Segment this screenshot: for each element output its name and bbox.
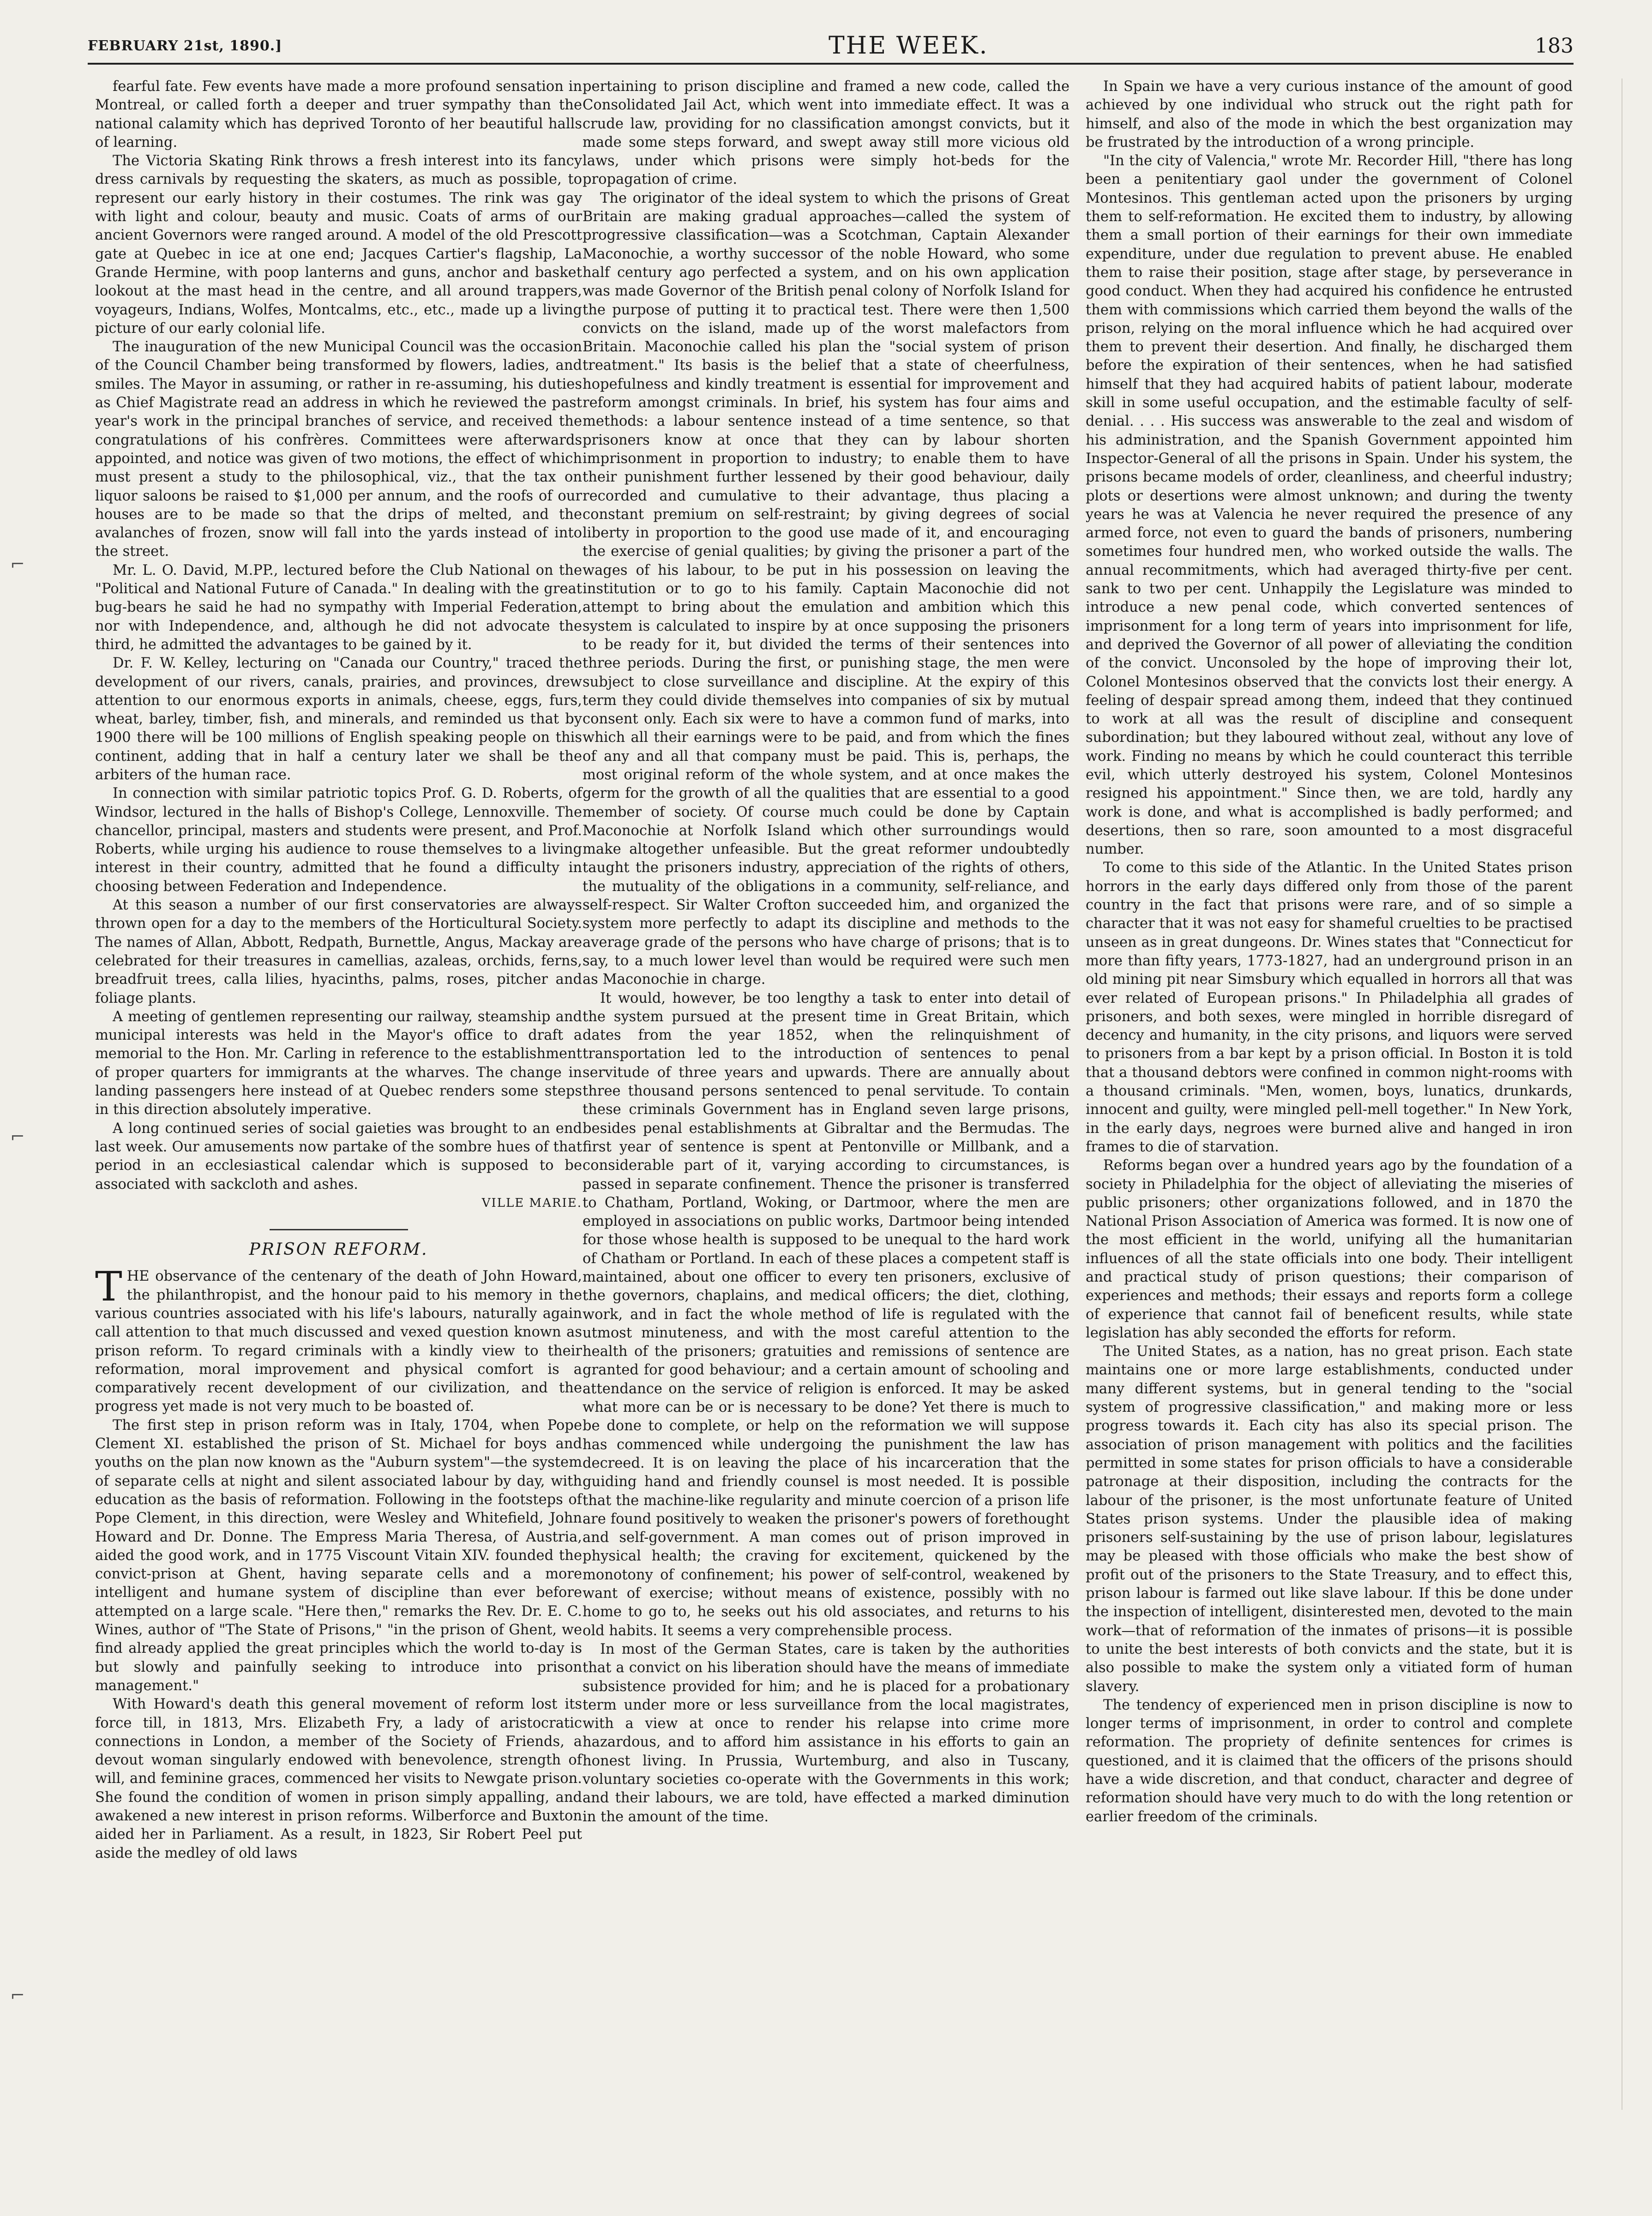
- drop-cap: T: [95, 1263, 122, 1311]
- page-number: 183: [1535, 34, 1574, 58]
- paragraph: Dr. F. W. Kelley, lecturing on "Canada our Country," traced the development of our rivers, canals, prairies, and provinces, drew attention to our enormous exports in animals, cheese, eggs, furs, wheat, barley, timber, fish, and minerals, and reminded us that by 1900 there will be 100 millions of English speaking people on this continent, adding that in half a century later we shall be the arbiters of the human race.: [95, 655, 582, 783]
- section-divider: [270, 1229, 408, 1230]
- paragraph: It would, however, be too lengthy a task to enter into detail of the system pursued at the present time in Great Britain, which dates from the year 1852, when the relinquishment of transportation led to the introduction of sentences to penal servitude of three years and upwards. There are annually about three thousand persons sentenced to penal servitude. To contain these criminals Government has in England seven large prisons, besides penal establishments at Gibraltar and the Bermudas. The first year of sentence is spent at Pentonville or Millbank, and a considerable part of it, varying according to circumstances, is passed in separate confinement. Thence the prisoner is transferred to Chatham, Portland, Woking, or Dartmoor, where the men are employed in associations on public works, Dartmoor being intended for those whose health is supposed to be unequal to the hard work of Chatham or Portland. In each of these places a competent staff is maintained, about one officer to every ten prisoners, exclusive of the governors, chaplains, and medical officers; the diet, clothing, work, and in fact the whole method of life is regulated with the utmost minuteness, and with the most careful attention to the health of the prisoners; gratuities and remissions of sentence are granted for good behaviour; and a certain amount of schooling and attendance on the service of religion is enforced. It may be asked what more can be or is necessary to be done? Yet there is much to be done to complete, or help on the reformation we will suppose has commenced while undergoing the punishment the law has decreed. It is on leaving the place of his incarceration that the guiding hand and friendly counsel is most needed. It is possible that the machine-like regularity and minute coercion of a prison life are found positively to weaken the prisoner's powers of forethought and self-government. A man comes out of prison improved in physical health; the craving for excitement, quickened by the monotony of confinement; his power of self-control, weakened by want of exercise; without means of existence, possibly with no home to go to, he seeks out his old associates, and returns to his old habits. It seems a very comprehensible process.: [583, 990, 1069, 1639]
- page-header: [88, 29, 1574, 65]
- page-edge: [1622, 78, 1643, 2110]
- paragraph: In Spain we have a very curious instance of the amount of good achieved by one individual who struck out the right path for himself, and also of the mode in which the best organization may be frustrated by the introduction of a wrong principle.: [1086, 78, 1573, 151]
- paragraph: pertaining to prison discipline and framed a new code, called the Consolidated Jail Act, which went into immediate effect. It was a crude law, providing for no classification amongst convicts, but it made some steps forward, and swept away still more vicious old laws, under which prisons were simply hot-beds for the propagation of crime.: [583, 78, 1069, 188]
- paragraph: Reforms began over a hundred years ago by the foundation of a society in Philadelphia for the object of alleviating the miseries of public prisoners; other organizations followed, and in 1870 the National Prison Association of America was formed. It is now one of the most efficient in the world, unifying all the humanitarian influences of all the state officials into one body. Their intelligent and practical study of prison questions; their comparison of experiences and methods; their essays and reports form a college of experience that cannot fail of beneficent results, while state legislation has ably seconded the efforts for reform.: [1086, 1157, 1573, 1341]
- margin-mark: ⌐: [10, 1126, 25, 1147]
- paragraph: Mr. L. O. David, M.PP., lectured before the Club National on the "Political and National Future of Canada." In dealing with the great bug-bears he said he had no sympathy with Imperial Federation, nor with Independence, and, although he did not advocate the third, he admitted the advantages to be gained by it.: [95, 562, 582, 653]
- paragraph: With Howard's death this general movement of reform lost its force till, in 1813, Mrs. Elizabeth Fry, a lady of aristocratic connections in London, a member of the Society of Friends, a devout woman singularly endowed with benevolence, strength of will, and feminine graces, commenced her visits to Newgate prison. She found the condition of women in prison simply appalling, and awakened a new interest in prison reforms. Wilberforce and Buxton aided her in Parliament. As a result, in 1823, Sir Robert Peel put aside the medley of old laws: [95, 1696, 582, 1861]
- signature: VILLE MARIE.: [481, 1196, 582, 1210]
- paragraph: At this season a number of our first conservatories are always thrown open for a day to the members of the Horticultural Society. The names of Allan, Abbott, Redpath, Burnettle, Angus, Mackay are celebrated for their treasures in camellias, azaleas, orchids, ferns, breadfruit trees, calla lilies, hyacinths, palms, roses, pitcher and foliage plants.: [95, 897, 582, 1006]
- margin-mark: ⌐: [10, 554, 25, 574]
- paragraph: The inauguration of the new Municipal Council was the occasion of the Council Chamber being transformed by flowers, ladies, and smiles. The Mayor in assuming, or rather in re-assuming, his duties as Chief Magistrate read an address in which he reviewed the past year's work in the principal branches of service, and received the congratulations of his confrères. Committees were afterwards appointed, and notice was given of two motions, the effect of which must present a study to the philosophical, viz., that the tax on liquor saloons be raised to $1,000 per annum, and the roofs of our houses are to be made so that the drips of melted, and the avalanches of frozen, snow will fall into the yards instead of into the street.: [95, 339, 582, 560]
- paragraph: The first step in prison reform was in Italy, 1704, when Pope Clement XI. established the prison of St. Michael for boys and youths on the plan now known as the "Auburn system"—the system of separate cells at night and silent associated labour by day, with education as the basis of reformation. Following in the footsteps of Pope Clement, in this direction, were Wesley and Whitefield, John Howard and Dr. Donne. The Empress Maria Theresa, of Austria, aided the good work, and in 1775 Viscount Vitain XIV. founded the convict-prison at Ghent, having separate cells and a more intelligent and humane system of discipline than ever before attempted on a large scale. "Here then," remarks the Rev. Dr. E. C. Wines, author of "The State of Prisons," "in the prison of Ghent, we find already applied the great principles which the world to-day is but slowly and painfully seeking to introduce into prison management.": [95, 1417, 582, 1694]
- paragraph-text: HE observance of the centenary of the death of John Howard, the philanthropist, and the honour paid to his memory in the various countries associated with his life's labours, naturally again call attention to that much discussed and vexed question known as prison reform. To regard criminals with a kindly view to their reformation, moral improvement and physical comfort is a comparatively recent development of our civilization, and the progress yet made is not very much to be boasted of.: [95, 1268, 582, 1415]
- column-3: [1086, 78, 1573, 1826]
- paragraph: The Victoria Skating Rink throws a fresh interest into its fancy dress carnivals by requesting the skaters, as much as possible, to represent our early history in their costumes. The rink was gay with light and colour, beauty and music. Coats of arms of our ancient Governors were ranged around. A model of the old Prescott gate at Quebec in ice at one end; Jacques Cartier's flagship, La Grande Hermine, with poop lanterns and guns, anchor and basket lookout at the mast head in the centre, and all around trappers, voyageurs, Indians, Wolfes, Montcalms, etc., etc., made up a living picture of our early colonial life.: [95, 153, 582, 337]
- paragraph: A meeting of gentlemen representing our railway, steamship and municipal interests was held in the Mayor's office to draft a memorial to the Hon. Mr. Carling in reference to the establishment of proper quarters for immigrants at the wharves. The change in landing passengers here instead of at Quebec renders some steps in this direction absolutely imperative.: [95, 1008, 582, 1118]
- paragraph: To come to this side of the Atlantic. In the United States prison horrors in the early days differed only from those of the parent country in the fact that prisons were rare, and of so simple a character that it was not easy for shameful cruelties to be practised unseen as in great dungeons. Dr. Wines states that "Connecticut for more than fifty years, 1773-1827, had an underground prison in an old mining pit near Simsbury which equalled in horrors all that was ever related of European prisons." In Philadelphia all grades of prisoners, and both sexes, were mingled in horrible disregard of decency and humanity, in the city prisons, and liquors were served to prisoners from a bar kept by a prison official. In Boston it is told that a thousand debtors were confined in common night-rooms with a thousand criminals. "Men, women, boys, lunatics, drunkards, innocent and guilty, were mingled pell-mell together." In New York, in the early days, negroes were burned alive and hanged in iron frames to die of starvation.: [1086, 860, 1573, 1155]
- article-title: PRISON REFORM.: [249, 1240, 428, 1259]
- paragraph: [95, 1263, 582, 1416]
- paragraph: The originator of the ideal system to which the prisons of Great Britain are making gradual approaches—called the system of progressive classification—was a Scotchman, Captain Alexander Maconochie, a worthy successor of the noble Howard, who some half century ago perfected a system, and on his own application was made Governor of the British penal colony of Norfolk Island for the purpose of putting it to practical test. There were then 1,500 convicts on the island, made up of the worst malefactors from Britain. Maconochie called his plan the "social system of prison treatment." Its basis is the belief that a state of cheerfulness, hopefulness and kindly treatment is essential for improvement and reform amongst criminals. In brief, his system has four aims and methods: a labour sentence instead of a time sentence, so that prisoners know at once that they can by labour shorten imprisonment in proportion to industry; to enable them to have their punishment further lessened by their good behaviour, daily recorded and cumulative to their advantage, thus placing a constant premium on self-restraint; by giving degrees of social liberty in proportion to the good use made of it, and encouraging the exercise of genial qualities; by giving the prisoner a part of the wages of his labour, to be put in his possession on leaving the institution or to go to his family. Captain Maconochie did not attempt to bring about the emulation and ambition which this system is calculated to inspire by at once supposing the prisoners to be ready for it, but divided the terms of their sentences into three periods. During the first, or punishing stage, the men were subject to close surveillance and discipline. At the expiry of this term they could divide themselves into companies of six by mutual consent only. Each six were to have a common fund of marks, into which all their earnings were to be paid, and from which the fines of any and all that company must be paid. This is, perhaps, the most original reform of the whole system, and at once makes the germ for the growth of all the qualities that are essential to a good member of society. Of course much could be done by Captain Maconochie at Norfolk Island which other surroundings would make altogether unfeasible. But the great reformer undoubtedly taught the prisoners industry, appreciation of the rights of others, the mutuality of the obligations in a community, self-reliance, and self-respect. Sir Walter Crofton succeeded him, and organized the system more perfectly to adapt its discipline and methods to the average grade of the persons who have charge of prisons; that is to say, to a much lower level than would be required were such men as Maconochie in charge.: [583, 190, 1069, 988]
- paragraph: The United States, as a nation, has no great prison. Each state maintains one or more large establishments, conducted under many different systems, but in general tending to the "social system of progressive classification," and making more or less progress towards it. Each city has also its special prison. The association of prison management with politics and the facilities permitted in some states for prison officials to have a considerable patronage at their disposition, including the contracts for the labour of the prisoner, is the most unfortunate feature of United States prison systems. Under the plausible idea of making prisoners self-sustaining by the use of prison labour, legislatures may be pleased with those officials who make the best show of profit out of the prisoners to the State Treasury, and to effect this, prison labour is farmed out like slave labour. If this be done under the inspection of intelligent, disinterested men, devoted to the main work—that of reformation of the inmates of prisons—it is possible to unite the best interests of both convicts and the state, but it is also possible to make the system only a vitiated form of human slavery.: [1086, 1343, 1573, 1695]
- issue-date: FEBRUARY 21st, 1890.]: [88, 37, 282, 54]
- column-1: [95, 78, 582, 1863]
- margin-mark: ⌐: [10, 1985, 25, 2005]
- paragraph: The tendency of experienced men in prison discipline is now to longer terms of imprisonment, in order to control and complete reformation. The propriety of definite sentences for crimes is questioned, and it is claimed that the officers of the prisons should have a wide discretion, and that conduct, character and degree of reformation should have very much to do with the long retention or earlier freedom of the criminals.: [1086, 1697, 1573, 1825]
- paragraph: "In the city of Valencia," wrote Mr. Recorder Hill, "there has long been a penitentiary gaol under the government of Colonel Montesinos. This gentleman acted upon the prisoners by urging them to self-reformation. He excited them to industry, by allowing them a small portion of their earnings for their own immediate expenditure, under due regulation to prevent abuse. He enabled them to raise their position, stage after stage, by perseverance in good conduct. When they had acquired his confidence he entrusted them with commissions which carried them beyond the walls of the prison, relying on the moral influence which he had acquired over them to prevent their desertion. And finally, he discharged them before the expiration of their sentences, when he had satisfied himself that they had acquired habits of patient labour, moderate skill in some useful occupation, and the estimable faculty of self-denial. . . . His success was answerable to the zeal and wisdom of his administration, and the Spanish Government appointed him Inspector-General of all the prisons in Spain. Under his system, the prisons became models of order, cleanliness, and cheerful industry; plots or desertions were almost unknown; and during the twenty years he was at Valencia he never required the presence of any armed force, not even to guard the bands of prisoners, numbering sometimes four hundred men, who worked outside the walls. The annual recommitments, which had averaged thirty-five per cent. sank to two per cent. Unhappily the Legislature was minded to introduce a new penal code, which converted sentences of imprisonment for a long term of years into imprisonment for life, and deprived the Governor of all power of alleviating the condition of the convict. Unconsoled by the hope of improving their lot, Colonel Montesinos observed that the convicts lost their energy. A feeling of despair spread among them, indeed that they continued to work at all was the result of discipline and consequent subordination; but they laboured without zeal, without any love of work. Finding no means by which he could counteract this terrible evil, which utterly destroyed his system, Colonel Montesinos resigned his appointment." Since then, we are told, hardly any work is done, and what is accomplished is badly performed; and desertions, then so rare, soon amounted to a most disgraceful number.: [1086, 153, 1573, 858]
- paragraph: fearful fate. Few events have made a more profound sensation in Montreal, or called forth a deeper and truer sympathy than the national calamity which has deprived Toronto of her beautiful halls of learning.: [95, 78, 582, 151]
- publication-title: THE WEEK.: [829, 32, 989, 60]
- paragraph: In connection with similar patriotic topics Prof. G. D. Roberts, of Windsor, lectured in the halls of Bishop's College, Lennoxville. The chancellor, principal, masters and students were present, and Prof. Roberts, while urging his audience to rouse themselves to a living interest in their country, admitted that he found a difficulty in choosing between Federation and Independence.: [95, 785, 582, 895]
- paragraph: A long continued series of social gaieties was brought to an end last week. Our amusements now partake of the sombre hues of that period in an ecclesiastical calendar which is supposed to be associated with sackcloth and ashes.: [95, 1120, 582, 1192]
- paragraph: In most of the German States, care is taken by the authorities that a convict on his liberation should have the means of immediate subsistence provided for him; and he is placed for a probationary term under more or less surveillance from the local magistrates, with a view at once to render his relapse into crime more hazardous, and to afford him assistance in his efforts to gain an honest living. In Prussia, Wurtemburg, and also in Tuscany, voluntary societies co-operate with the Governments in this work; and their labours, we are told, have effected a marked diminution in the amount of the time.: [583, 1641, 1069, 1825]
- column-2: [583, 78, 1069, 1826]
